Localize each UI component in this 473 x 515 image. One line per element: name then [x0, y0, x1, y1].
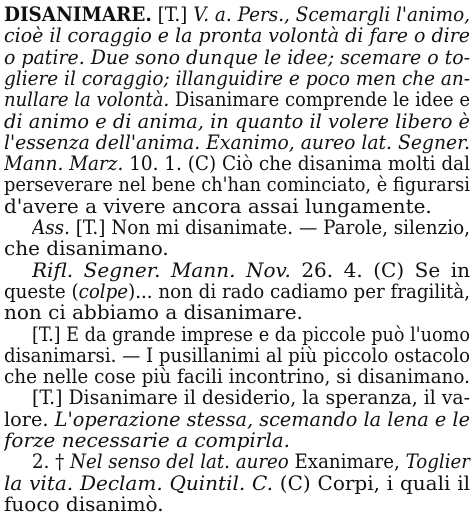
italic-text: l'essenza dell'anima. Exanimo, aureo lat. Segner.: [4, 129, 470, 154]
text-run: 10. 1. (C) Ciò che disanima molti dal: [123, 151, 470, 176]
italic-text: Toglier: [405, 449, 470, 474]
italic-text: nullare la volontà.: [4, 87, 170, 112]
italic-text: di animo e di anima, in quanto il volere libero è: [4, 108, 470, 133]
text-run: d'avere a vivere ancora assai lungamente.: [4, 193, 432, 218]
text-run: (C) Corpi, i quali il: [272, 470, 470, 495]
italic-text: o patire. Due sono dunque le idee; scemare o to-: [4, 44, 470, 69]
text-run: disanimarsi. — I pusillanimi al più piccolo ostacolo: [4, 342, 470, 367]
text-run: che nelle cose più facili incontrino, si disanimano.: [4, 364, 470, 389]
italic-text: la vita. Declam. Quintil. C.: [4, 470, 273, 495]
text-line: [4, 492, 470, 515]
text-run: che disanimano.: [4, 236, 169, 261]
italic-text: Mann. Marz.: [4, 151, 124, 176]
text-run: )... non di rado cadiamo per fragilità,: [128, 278, 470, 303]
text-run: lore.: [4, 406, 55, 431]
italic-text: gliere il coraggio; illanguidire e poco men che an-: [4, 65, 470, 90]
text-run: [T.] Disanimare il desiderio, la speranza, il va-: [32, 385, 470, 410]
italic-text: forze necessarie a compirla.: [4, 428, 291, 452]
text-run: [T.] Non mi disanimate. — Parole, silenzio,: [69, 215, 470, 239]
text-run: 2. †: [32, 449, 71, 474]
text-run: non ci abbiamo a disanimare.: [4, 300, 303, 325]
italic-text: L'operazione stessa, scemando la lena e le: [54, 406, 470, 431]
italic-text: Nel senso del lat. aureo: [70, 449, 289, 474]
text-run: Exanimare,: [288, 449, 406, 474]
text-run: perseverare nel bene ch'han cominciato, è figurarsi: [4, 172, 470, 197]
text-run: 26. 4. (C) Se in: [290, 257, 470, 282]
text-run: queste (: [4, 278, 79, 303]
headword: DISANIMARE.: [4, 2, 152, 26]
text-run: fuoco disanimò.: [4, 491, 164, 515]
text-run: Disanimare comprende le idee e: [169, 87, 470, 112]
italic-text: cioè il coraggio e la pronta volontà di fare o dire: [4, 23, 470, 48]
italic-text: V. a. Pers., Scemargli l'animo,: [193, 2, 470, 26]
italic-text: Ass.: [32, 215, 70, 239]
italic-text: Rifl. Segner. Mann. Nov.: [32, 257, 291, 282]
text-run: [T.]: [151, 2, 194, 26]
text-run: [T.] E da grande imprese e da piccole può l'uomo: [32, 321, 470, 346]
italic-text: colpe: [78, 278, 129, 303]
